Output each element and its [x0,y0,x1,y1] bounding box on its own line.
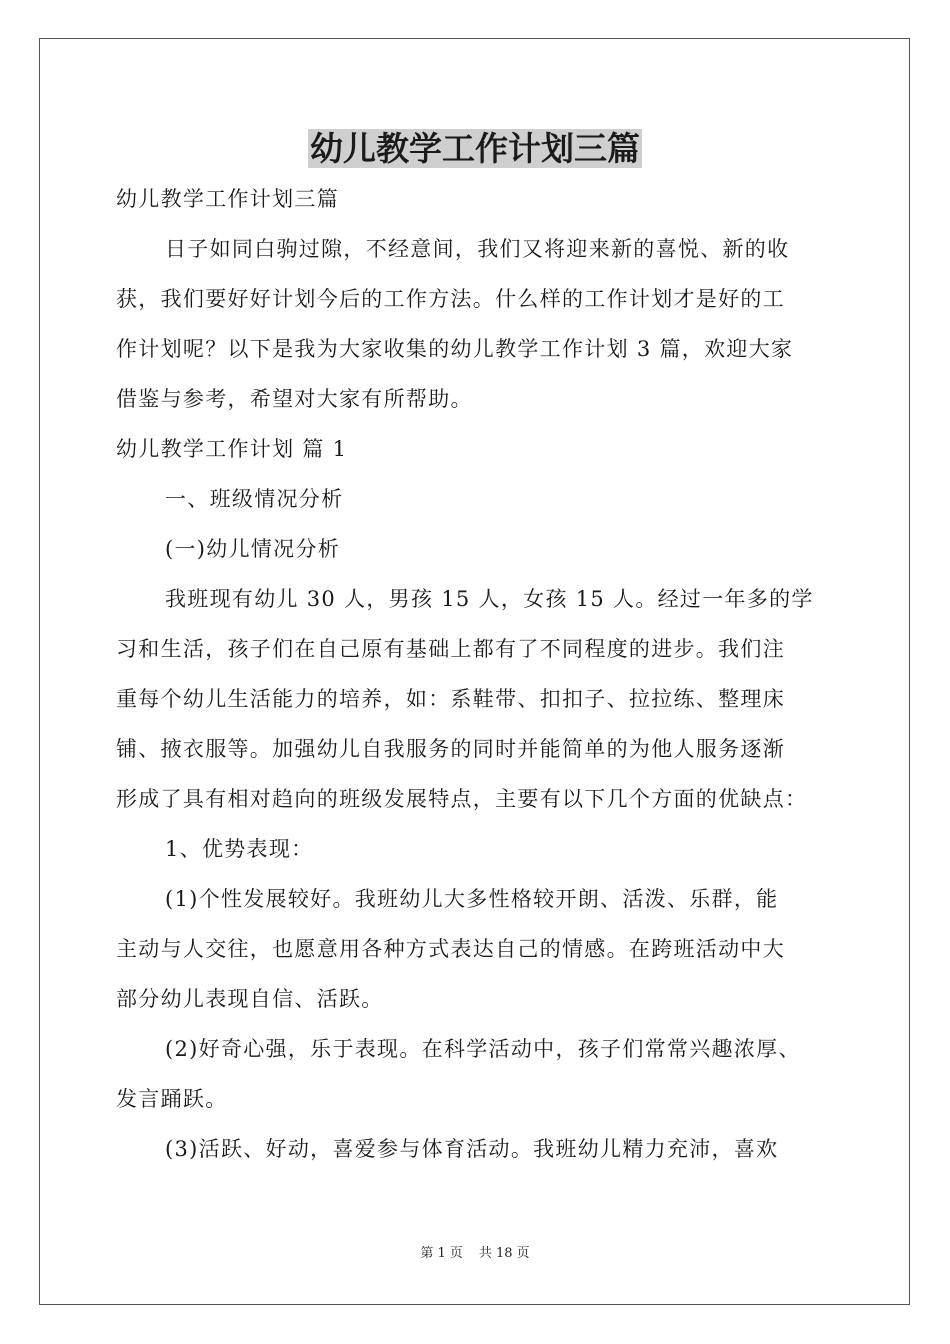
text-line: (2)好奇心强，乐于表现。在科学活动中，孩子们常常兴趣浓厚、 [165,1037,801,1061]
text-line: 主动与人交往，也愿意用各种方式表达自己的情感。在跨班活动中大 [116,937,785,961]
text-line: 幼儿教学工作计划三篇 [116,187,339,211]
text-line: 幼儿教学工作计划 篇 1 [116,437,348,461]
document-title [0,122,950,176]
text-line: 一、班级情况分析 [165,487,344,511]
text-line: 获，我们要好好计划今后的工作方法。什么样的工作计划才是好的工 [116,287,785,311]
text-line: 习和生活，孩子们在自己原有基础上都有了不同程度的进步。我们注 [116,637,785,661]
text-line: 形成了具有相对趋向的班级发展特点，主要有以下几个方面的优缺点： [116,787,808,811]
document-title-text: 幼儿教学工作计划三篇 [310,129,640,168]
text-line: 作计划呢？以下是我为大家收集的幼儿教学工作计划 3 篇，欢迎大家 [116,337,794,361]
text-line: 日子如同白驹过隙，不经意间，我们又将迎来新的喜悦、新的收 [165,237,790,261]
page-number: 第 1 页 [420,1246,463,1261]
text-line: 1、优势表现： [165,837,314,861]
text-line: (3)活跃、好动，喜爱参与体育活动。我班幼儿精力充沛，喜欢 [165,1137,779,1161]
page-total: 共 18 页 [478,1246,530,1261]
page-footer [0,1244,950,1264]
text-line: 重每个幼儿生活能力的培养，如：系鞋带、扣扣子、拉拉练、整理床 [116,687,785,711]
text-line: 发言踊跃。 [116,1087,228,1111]
text-line: 我班现有幼儿 30 人，男孩 15 人，女孩 15 人。经过一年多的学 [165,587,814,611]
text-line: 铺、掖衣服等。加强幼儿自我服务的同时并能简单的为他人服务逐渐 [116,737,785,761]
text-line: (1)个性发展较好。我班幼儿大多性格较开朗、活泼、乐群，能 [165,887,779,911]
text-line: 部分幼儿表现自信、活跃。 [116,987,384,1011]
text-line: 借鉴与参考，希望对大家有所帮助。 [116,387,473,411]
document-body [116,174,836,1174]
text-line: (一)幼儿情况分析 [165,537,341,561]
